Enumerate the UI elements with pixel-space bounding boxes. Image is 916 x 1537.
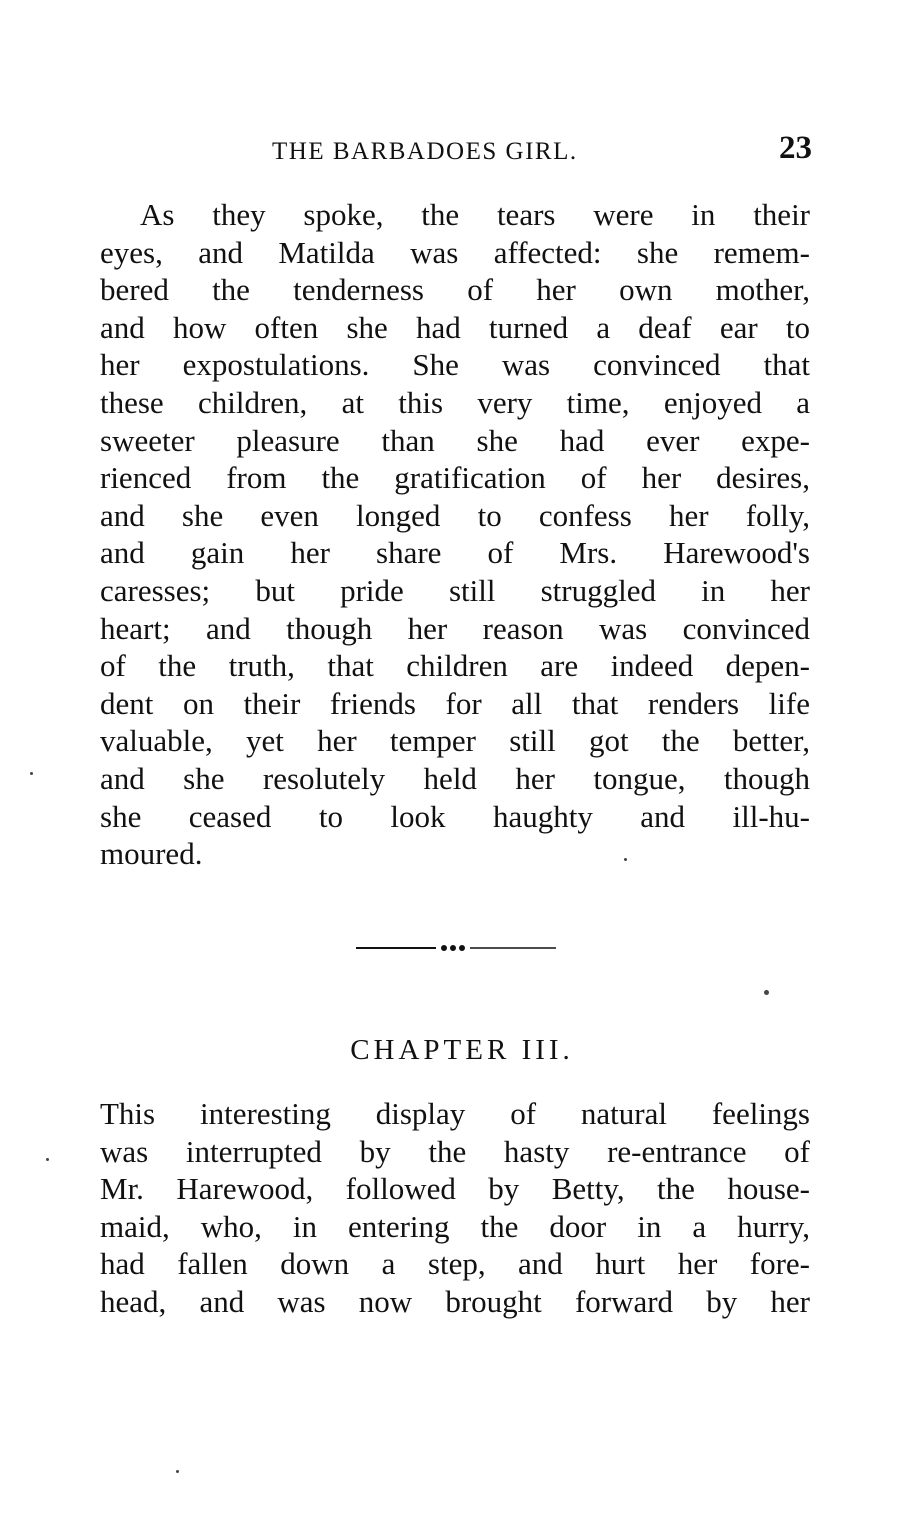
print-speck	[624, 858, 627, 861]
paragraph-2	[100, 1095, 810, 1321]
running-title: THE BARBADOES GIRL.	[272, 138, 578, 165]
print-speck	[30, 772, 33, 775]
text-line: Mr. Harewood, followed by Betty, the house-	[100, 1171, 810, 1207]
text-line: these children, at this very time, enjoyed a	[100, 384, 810, 420]
text-line: her expostulations. She was convinced that	[100, 347, 810, 383]
text-line: heart; and though her reason was convinced	[100, 610, 810, 646]
text-line: and how often she had turned a deaf ear to	[100, 309, 810, 345]
text-line: caresses; but pride still struggled in her	[100, 572, 810, 608]
text-line: and she even longed to confess her folly,	[100, 497, 810, 533]
text-line: This interesting display of natural feelings	[100, 1096, 810, 1131]
text-line: and gain her share of Mrs. Harewood's	[100, 535, 810, 571]
chapter-heading: CHAPTER III.	[350, 1034, 574, 1066]
text-line: bered the tenderness of her own mother,	[100, 272, 810, 308]
text-line: moured.	[100, 836, 203, 872]
section-divider-ornament	[356, 942, 556, 954]
text-line: maid, who, in entering the door in a hurry,	[100, 1208, 810, 1244]
text-line: rienced from the gratification of her desires,	[100, 460, 810, 496]
text-line: dent on their friends for all that renders life	[100, 685, 810, 721]
text-line: eyes, and Matilda was affected: she remem-	[100, 234, 810, 270]
text-line: had fallen down a step, and hurt her fore-	[100, 1246, 810, 1282]
paragraph-1	[100, 196, 810, 873]
page-number: 23	[779, 130, 812, 166]
print-speck	[176, 1470, 179, 1473]
text-line: was interrupted by the hasty re-entrance of	[100, 1133, 810, 1169]
text-line: valuable, yet her temper still got the better,	[100, 723, 810, 759]
text-line: sweeter pleasure than she had ever expe-	[100, 422, 810, 458]
text-line: head, and was now brought forward by her	[100, 1283, 810, 1319]
print-speck	[46, 1158, 49, 1161]
text-line: and she resolutely held her tongue, though	[100, 760, 810, 796]
print-speck	[764, 990, 769, 995]
text-line: she ceased to look haughty and ill-hu-	[100, 798, 810, 834]
running-head	[100, 130, 812, 170]
text-line: of the truth, that children are indeed depen-	[100, 648, 810, 684]
text-line: As they spoke, the tears were in their	[140, 197, 810, 232]
